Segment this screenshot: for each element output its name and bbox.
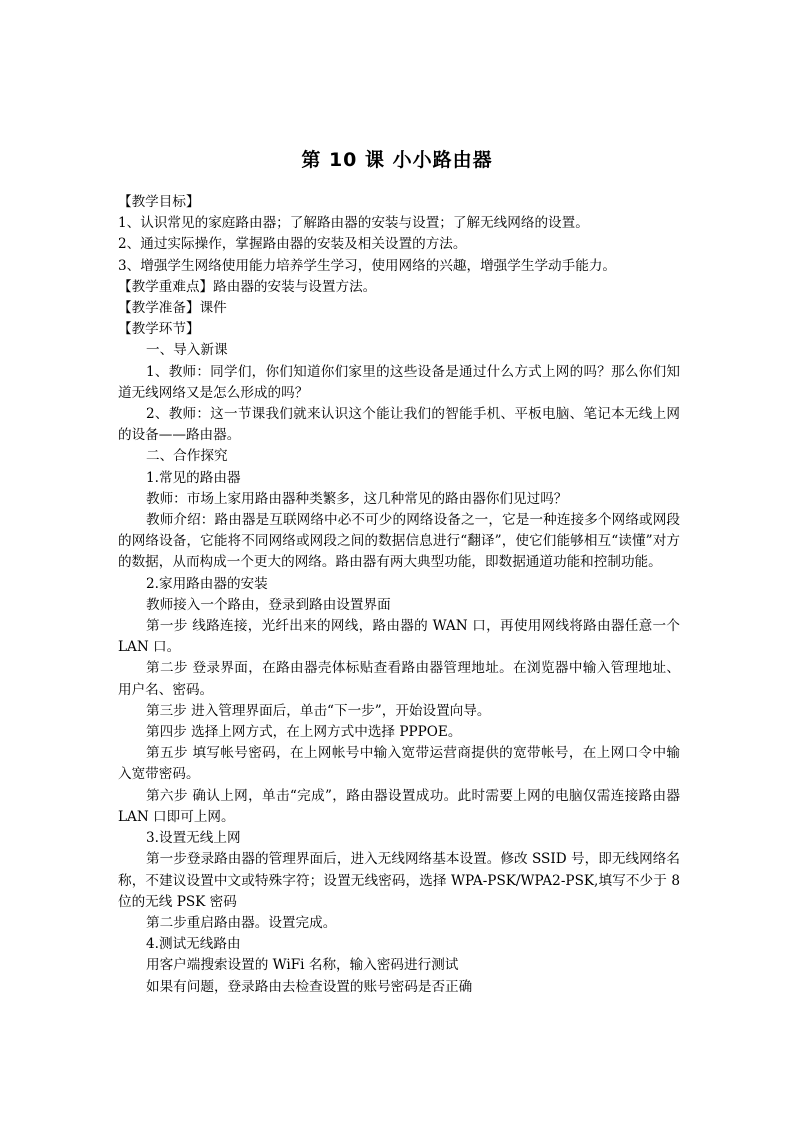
subsection-title: 4.测试无线路由 <box>146 936 241 953</box>
install-step: 第四步 选择上网方式，在上网方式中选择 PPPOE。 <box>146 724 462 741</box>
paragraph: 如果有问题，登录路由去检查设置的账号密码是否正确 <box>146 978 473 995</box>
preparation-heading: 【教学准备】 <box>118 300 200 317</box>
key-points <box>118 277 680 298</box>
paragraph: 教师：市场上家用路由器种类繁多，这几种常见的路由器你们见过吗？ <box>146 490 568 507</box>
preparation-text: 课件 <box>199 300 227 317</box>
paragraph: 教师接入一个路由，登录到路由设置界面 <box>146 596 391 613</box>
install-step: 第一步 线路连接，光纤出来的网线，路由器的 WAN 口，再使用网线将路由器任意一个 LAN 口。 <box>118 618 680 656</box>
objectives-heading: 【教学目标】 <box>118 194 200 210</box>
paragraph: 用客户端搜索设置的 WiFi 名称，输入密码进行测试 <box>146 957 459 974</box>
install-step: 第二步 登录界面，在路由器壳体标贴查看路由器管理地址。在浏览器中输入管理地址、用户名、密码。 <box>118 660 680 698</box>
subsection-title: 1.常见的路由器 <box>146 469 241 486</box>
objective-item: 3、增强学生网络使用能力培养学生学习，使用网络的兴趣，增强学生学动手能力。 <box>118 257 617 274</box>
key-points-text: 路由器的安装与设置方法。 <box>213 278 377 295</box>
subsection-title: 3.设置无线上网 <box>146 830 241 847</box>
section-title: 一、导入新课 <box>146 342 228 359</box>
lesson-title: 第 10 课 小小路由器 <box>301 149 493 171</box>
objective-item: 1、认识常见的家庭路由器；了解路由器的安装与设置；了解无线网络的设置。 <box>118 215 589 232</box>
paragraph: 教师介绍：路由器是互联网络中必不可少的网络设备之一，它是一种连接多个网络或网段的网络设备，它能将不同网络或网段之间的数据信息进行“翻译”，使它们能够相互“读懂”对方的数据，从而构成一个更大的网络。路由器有两大典型功能，即数据通道功能和控制功能。 <box>118 512 680 571</box>
section-title: 二、合作探究 <box>146 448 228 465</box>
lesson-body <box>118 192 680 998</box>
key-points-heading: 【教学重难点】 <box>118 278 214 295</box>
install-step: 第五步 填写帐号密码，在上网帐号中输入宽带运营商提供的宽带帐号，在上网口令中输入宽带密码。 <box>118 745 680 783</box>
paragraph: 1、教师：同学们，你们知道你们家里的这些设备是通过什么方式上网的吗？那么你们知道无线网络又是怎么形成的吗？ <box>118 363 680 401</box>
preparation <box>118 298 680 319</box>
paragraph: 第二步重启路由器。设置完成。 <box>146 914 337 931</box>
process-heading: 【教学环节】 <box>118 321 200 338</box>
subsection-title: 2.家用路由器的安装 <box>146 575 268 592</box>
paragraph: 2、教师：这一节课我们就来认识这个能让我们的智能手机、平板电脑、笔记本无线上网的设备——路由器。 <box>118 406 680 444</box>
install-step: 第三步 进入管理界面后，单击“下一步”，开始设置向导。 <box>146 702 491 719</box>
install-step: 第六步 确认上网，单击“完成”，路由器设置成功。此时需要上网的电脑仅需连接路由器 LAN 口即可上网。 <box>118 787 680 825</box>
paragraph: 第一步登录路由器的管理界面后，进入无线网络基本设置。修改 SSID 号，即无线网络名称，不建议设置中文或特殊字符；设置无线密码，选择 WPA-PSK/WPA2-PSK,填写不少于 8 位的无线 PSK 密码 <box>118 851 680 910</box>
objective-item: 2、通过实际操作，掌握路由器的安装及相关设置的方法。 <box>118 236 467 253</box>
